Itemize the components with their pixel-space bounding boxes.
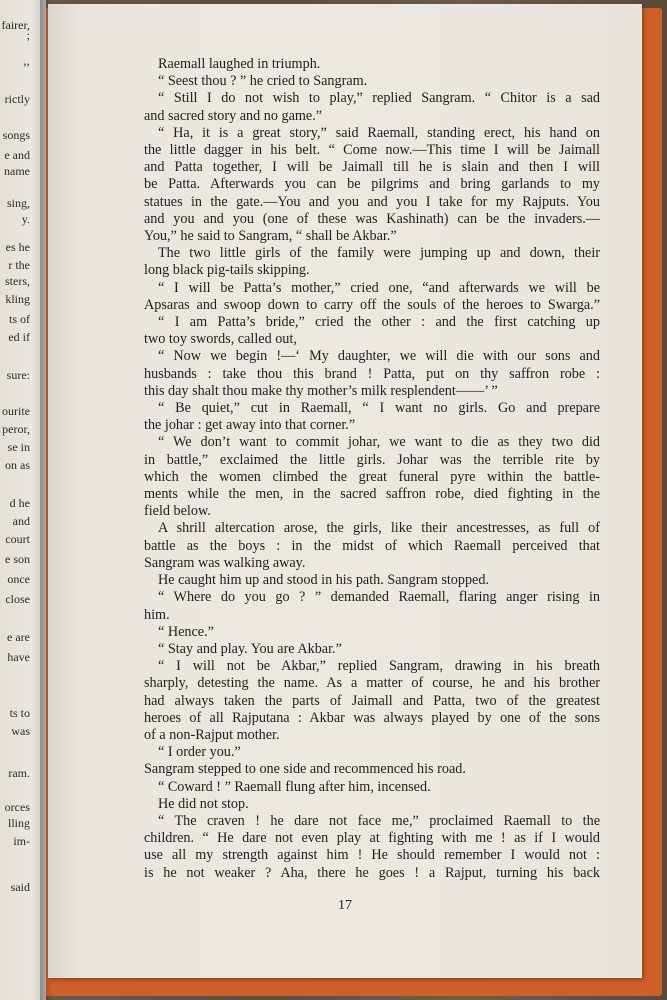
left-page-fragment: and bbox=[12, 514, 30, 528]
left-page-fragment: y. bbox=[21, 212, 30, 226]
text-line: this day shalt thou make thy mother’s milk resplendent——’ ” bbox=[144, 382, 498, 399]
text-line: field below. bbox=[144, 503, 211, 520]
text-line: “ We don’t want to commit johar, we want to die as they two did bbox=[158, 434, 600, 451]
left-page-fragment: r the bbox=[8, 258, 30, 272]
left-page-fragment: sure: bbox=[6, 368, 30, 382]
left-page-fragment: e are bbox=[7, 630, 30, 644]
text-line: Sangram was walking away. bbox=[144, 554, 306, 571]
left-page-fragment: songs bbox=[2, 128, 30, 142]
text-line: and you and you (one of these was Kashinath) can be the invaders.— bbox=[144, 210, 600, 227]
text-line: battle as the boys : in the midst of which Raemall perceived that bbox=[144, 537, 600, 554]
text-line: of a non-Rajput mother. bbox=[144, 726, 280, 743]
left-page-fragment: sters, bbox=[5, 274, 30, 288]
text-line: “ Coward ! ” Raemall flung after him, incensed. bbox=[158, 778, 431, 795]
left-page-fragment: rictly bbox=[4, 92, 30, 106]
text-line: “ I am Patta’s bride,” cried the other : and the first catching up bbox=[158, 314, 600, 331]
text-line: “ Seest thou ? ” he cried to Sangram. bbox=[158, 73, 368, 90]
left-page-fragment: peror, bbox=[2, 422, 30, 436]
text-line: “ Be quiet,” cut in Raemall, “ I want no girls. Go and prepare bbox=[158, 400, 600, 417]
text-line: “ I will be Patta’s mother,” cried one, “and afterwards we will be bbox=[158, 279, 600, 296]
text-line: be Patta. Afterwards you can be pilgrims and bring garlands to my bbox=[144, 176, 600, 193]
text-line: “ I order you.” bbox=[158, 744, 241, 761]
text-line: Apsaras and swoop down to carry off the souls of the heroes to Swarga.” bbox=[144, 296, 600, 313]
text-line: children. “ He dare not even play at fighting with me ! as if I would bbox=[144, 830, 600, 847]
text-line: him. bbox=[144, 606, 170, 623]
left-page-fragment: fairer, bbox=[1, 18, 30, 32]
text-line: You,” he said to Sangram, “ shall be Akbar.” bbox=[144, 228, 397, 245]
page-number: 17 bbox=[338, 898, 352, 913]
text-line: “ Where do you go ? ” demanded Raemall, flaring anger rising in bbox=[158, 589, 600, 606]
text-line: “ Hence.” bbox=[158, 623, 214, 640]
text-line: A shrill altercation arose, the girls, like their ancestresses, as full of bbox=[158, 520, 600, 537]
text-line: ments while the men, in the sacred saffron robe, died fighting in the bbox=[144, 486, 600, 503]
text-line: had always taken the parts of Jaimall and Patta, two of the greatest bbox=[144, 692, 600, 709]
left-page-fragment: es he bbox=[5, 240, 30, 254]
left-page-fragment: lling bbox=[7, 816, 30, 830]
left-page-fragment: once bbox=[7, 572, 30, 586]
text-line: is he not weaker ? Aha, there he goes ! a Rajput, turning his back bbox=[144, 864, 600, 881]
left-page-fragment: ts to bbox=[9, 706, 30, 720]
text-line: “ The craven ! he dare not face me,” proclaimed Raemall to the bbox=[158, 812, 600, 829]
left-page-fragment: said bbox=[10, 880, 30, 894]
left-page-fragment: e son bbox=[5, 552, 30, 566]
text-line: which the women climbed the great funeral pyre within the battle- bbox=[144, 468, 600, 485]
left-page-fragment: ’’ bbox=[22, 60, 30, 74]
left-page-fragment: sing, bbox=[6, 196, 30, 210]
text-line: heroes of all Rajputana : Akbar was always played by one of the sons bbox=[144, 709, 600, 726]
left-page-fragment: name bbox=[4, 164, 30, 178]
text-line: “ Still I do not wish to play,” replied Sangram. “ Chitor is a sad bbox=[158, 90, 600, 107]
left-page-fragment: d he bbox=[9, 496, 30, 510]
text-line: sharply, detesting the name. As a matter of course, he and his brother bbox=[144, 675, 600, 692]
text-line: the johar : get away into that corner.” bbox=[144, 417, 356, 434]
left-page-fragment: orces bbox=[4, 800, 30, 814]
left-page-fragment: ram. bbox=[8, 766, 30, 780]
text-line: and sacred story and no game.” bbox=[144, 107, 323, 124]
text-line: husbands : take thou this brand ! Patta, put on thy saffron robe : bbox=[144, 365, 600, 382]
text-line: the little dagger in his belt. “ Come now.—This time I will be Jaimall bbox=[144, 142, 600, 159]
text-line: “ Now we begin !—‘ My daughter, we will die with our sons and bbox=[158, 348, 600, 365]
text-line: He did not stop. bbox=[158, 795, 249, 812]
right-page bbox=[48, 4, 642, 978]
text-line: He caught him up and stood in his path. Sangram stopped. bbox=[158, 572, 489, 589]
left-page-fragment: im- bbox=[13, 834, 30, 848]
left-page-fragment: court bbox=[5, 532, 30, 546]
left-page-fragment: ; bbox=[26, 28, 30, 42]
text-line: Sangram stepped to one side and recommenced his road. bbox=[144, 761, 466, 778]
body-text bbox=[144, 56, 600, 882]
left-page-fragment: ed if bbox=[8, 330, 30, 344]
text-line: Raemall laughed in triumph. bbox=[158, 56, 321, 72]
text-line: long black pig-tails skipping. bbox=[144, 262, 310, 279]
text-line: The two little girls of the family were jumping up and down, their bbox=[158, 245, 600, 262]
left-page-fragment: e and bbox=[4, 148, 30, 162]
text-line: in battle,” exclaimed the little girls. Johar was the terrible rite by bbox=[144, 451, 600, 468]
text-line: and Patta together, I will be Jaimall till he is slain and then I will bbox=[144, 159, 600, 176]
left-page-fragment: on as bbox=[5, 458, 30, 472]
left-page-fragment: was bbox=[11, 724, 30, 738]
left-page-fragment: se in bbox=[7, 440, 30, 454]
text-line: “ Stay and play. You are Akbar.” bbox=[158, 640, 342, 657]
text-line: statues in the gate.—You and you and you I take for my Rajputs. You bbox=[144, 193, 600, 210]
left-page-fragment: kling bbox=[5, 292, 30, 306]
left-page-fragment: ourite bbox=[2, 404, 30, 418]
left-page-fragment: ts of bbox=[9, 312, 30, 326]
text-line: “ I will not be Akbar,” replied Sangram, drawing in his breath bbox=[158, 658, 600, 675]
left-page-fragment: close bbox=[5, 592, 30, 606]
left-page-fragment: have bbox=[7, 650, 30, 664]
text-line: two toy swords, called out, bbox=[144, 331, 297, 348]
text-line: “ Ha, it is a great story,” said Raemall, standing erect, his hand on bbox=[158, 124, 600, 141]
text-line: use all my strength against him ! He should remember I would not : bbox=[144, 847, 600, 864]
